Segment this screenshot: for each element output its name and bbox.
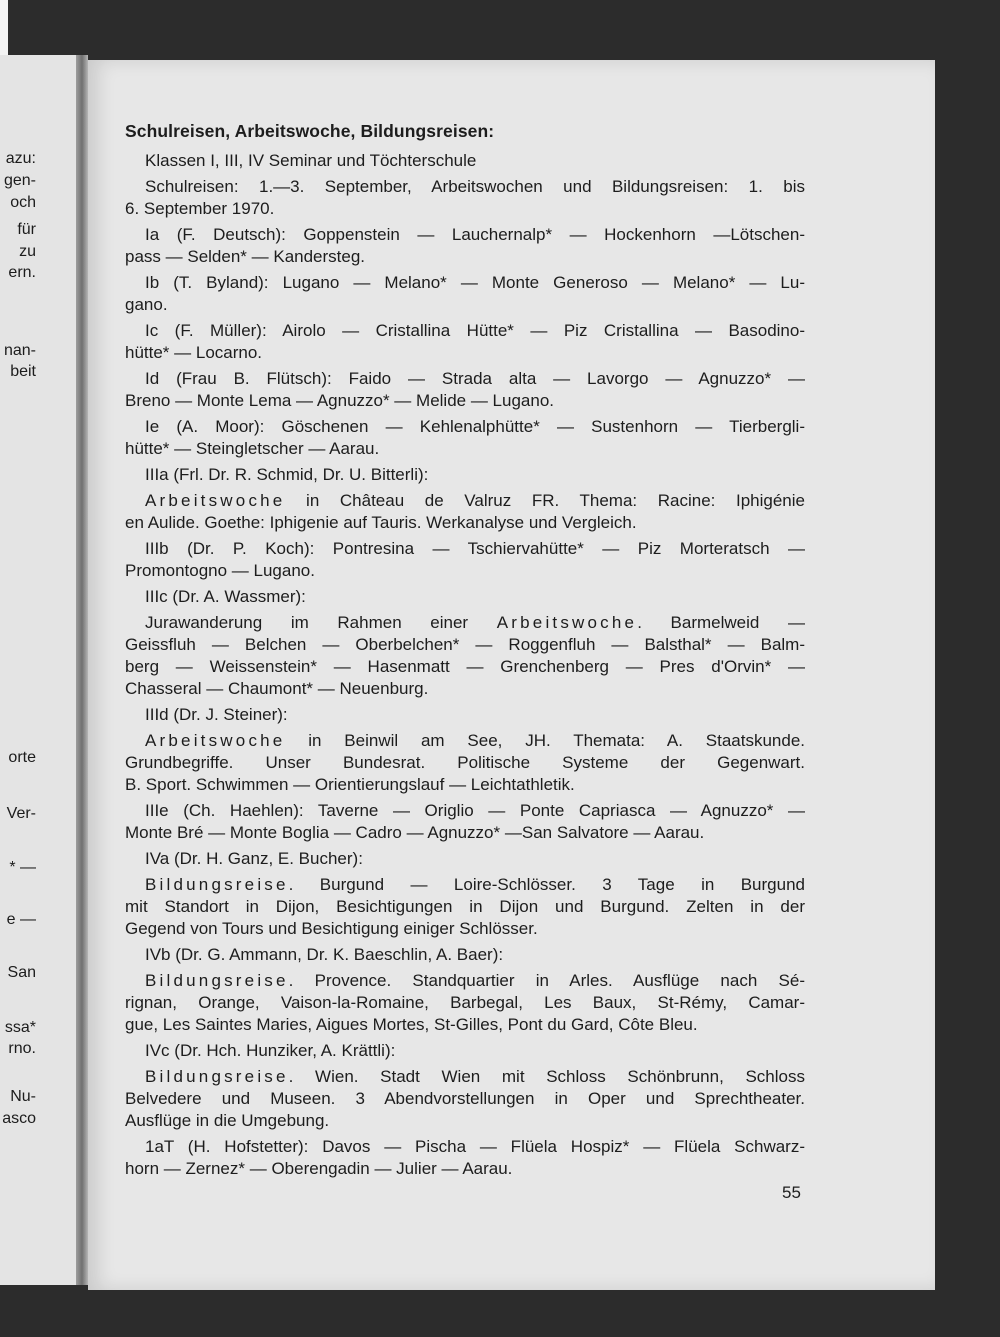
- line-text: pass — Selden* — Kandersteg.: [125, 247, 366, 266]
- paragraph: [125, 612, 805, 700]
- text-line: [125, 490, 805, 512]
- book-spine-shadow: [76, 55, 88, 1285]
- text-line: [125, 246, 805, 268]
- left-fragment: zu: [19, 243, 36, 260]
- text-line: [125, 512, 805, 534]
- left-fragment: e —: [6, 911, 36, 928]
- text-line: [125, 176, 805, 198]
- line-text: IVc (Dr. Hch. Hunziker, A. Krättli):: [145, 1041, 396, 1060]
- line-text: horn — Zernez* — Oberengadin — Julier — Aarau.: [125, 1159, 513, 1178]
- paragraph: [125, 704, 805, 726]
- text-line: [125, 464, 805, 486]
- paragraph: [125, 272, 805, 316]
- paragraph: [125, 490, 805, 534]
- line-text: Gegend von Tours und Besichtigung einiger Schlösser.: [125, 919, 538, 938]
- text-line: [125, 822, 805, 844]
- text-line: [125, 198, 805, 220]
- text-line: [125, 848, 805, 870]
- left-fragment: asco: [2, 1110, 36, 1127]
- left-fragment: beit: [10, 363, 36, 380]
- paragraph: [125, 320, 805, 364]
- left-fragment: rno.: [8, 1040, 36, 1057]
- paragraph: [125, 1066, 805, 1132]
- line-text: Breno — Monte Lema — Agnuzzo* — Melide — Lugano.: [125, 391, 555, 410]
- spaced-keyword: Arbeitswoche: [145, 491, 286, 510]
- left-fragment: orte: [8, 749, 36, 766]
- line-text: hütte* — Locarno.: [125, 343, 263, 362]
- text-line: [125, 874, 805, 896]
- text-line: [125, 612, 805, 634]
- line-text: Ib (T. Byland): Lugano — Melano* — Monte Generoso — Melano* — Lu-: [145, 273, 805, 292]
- paragraph: [125, 224, 805, 268]
- text-line: [125, 342, 805, 364]
- paragraph: [125, 970, 805, 1036]
- line-text: hütte* — Steingletscher — Aarau.: [125, 439, 380, 458]
- left-fragment: Ver-: [6, 805, 36, 822]
- section-heading: Schulreisen, Arbeitswoche, Bildungsreisen:: [125, 121, 495, 141]
- spaced-keyword: Arbeitswoche: [496, 613, 638, 632]
- paragraph: [125, 730, 805, 796]
- left-fragment: azu:: [5, 150, 36, 167]
- left-fragment: * —: [9, 859, 36, 876]
- text-line: [125, 944, 805, 966]
- text-line: [125, 918, 805, 940]
- line-text: B. Sport. Schwimmen — Orientierungslauf — Leichtathletik.: [125, 775, 575, 794]
- paragraph: [125, 800, 805, 844]
- line-text: Monte Bré — Monte Boglia — Cadro — Agnuzzo* —San Salvatore — Aarau.: [125, 823, 705, 842]
- line-text: 6. September 1970.: [125, 199, 275, 218]
- text-line: [125, 774, 805, 796]
- page-number: 55: [782, 1183, 801, 1202]
- text-line: [125, 538, 805, 560]
- text-line: [125, 730, 805, 752]
- paragraph: [125, 944, 805, 966]
- line-text: . Provence. Standquartier in Arles. Ausflüge nach Sé-: [288, 971, 805, 990]
- left-fragment: Nu-: [10, 1088, 36, 1105]
- line-text: Ic (F. Müller): Airolo — Cristallina Hütte* — Piz Cristallina — Basodino-: [145, 321, 805, 340]
- left-fragment: och: [10, 194, 36, 211]
- left-fragment: ssa*: [4, 1019, 36, 1036]
- paragraph: [125, 176, 805, 220]
- document-body: [125, 120, 805, 1184]
- text-line: [125, 416, 805, 438]
- paragraph-list: [125, 150, 805, 1180]
- text-line: [125, 1158, 805, 1180]
- paragraph: [125, 874, 805, 940]
- left-page-text: [0, 55, 72, 1285]
- text-line: [125, 1110, 805, 1132]
- paragraph: [125, 150, 805, 172]
- line-text: gue, Les Saintes Maries, Aigues Mortes, St-Gilles, Pont du Gard, Côte Bleu.: [125, 1015, 698, 1034]
- line-text: mit Standort in Dijon, Besichtigungen in Dijon und Burgund. Zelten in der: [125, 897, 805, 916]
- text-line: [125, 368, 805, 390]
- line-text: berg — Weissenstein* — Hasenmatt — Grenchenberg — Pres d'Orvin* —: [125, 657, 805, 676]
- spaced-keyword: Bildungsreise: [145, 971, 289, 990]
- paragraph: [125, 416, 805, 460]
- text-line: [125, 752, 805, 774]
- left-fragment: ern.: [8, 264, 36, 281]
- line-text: IIIa (Frl. Dr. R. Schmid, Dr. U. Bitterli):: [145, 465, 429, 484]
- page-corner: [0, 0, 8, 55]
- line-text: Grundbegriffe. Unser Bundesrat. Politische Systeme der Gegenwart.: [125, 753, 805, 772]
- line-text: IIIc (Dr. A. Wassmer):: [145, 587, 306, 606]
- line-text: in Beinwil am See, JH. Themata: A. Staatskunde.: [285, 731, 805, 750]
- line-text: . Burgund — Loire-Schlösser. 3 Tage in Burgund: [288, 875, 805, 894]
- line-text: in Château de Valruz FR. Thema: Racine: Iphigénie: [285, 491, 805, 510]
- line-text: Promontogno — Lugano.: [125, 561, 315, 580]
- paragraph: [125, 464, 805, 486]
- line-text: 1aT (H. Hofstetter): Davos — Pischa — Flüela Hospiz* — Flüela Schwarz-: [145, 1137, 805, 1156]
- line-text: IIIe (Ch. Haehlen): Taverne — Origlio — Ponte Capriasca — Agnuzzo* —: [145, 801, 805, 820]
- line-text: . Barmelweid —: [637, 613, 805, 632]
- line-text: Schulreisen: 1.—3. September, Arbeitswochen und Bildungsreisen: 1. bis: [145, 177, 805, 196]
- spaced-keyword: Arbeitswoche: [145, 731, 286, 750]
- text-line: [125, 294, 805, 316]
- line-text: Ia (F. Deutsch): Goppenstein — Lauchernalp* — Hockenhorn —Lötschen-: [145, 225, 805, 244]
- text-line: [125, 896, 805, 918]
- line-text: Klassen I, III, IV Seminar und Töchterschule: [145, 151, 477, 170]
- line-text: . Wien. Stadt Wien mit Schloss Schönbrunn, Schloss: [288, 1067, 805, 1086]
- line-text: Belvedere und Museen. 3 Abendvorstellungen in Oper und Sprechtheater.: [125, 1089, 805, 1108]
- line-text: Jurawanderung im Rahmen einer: [145, 613, 497, 632]
- line-text: IVb (Dr. G. Ammann, Dr. K. Baeschlin, A. Baer):: [145, 945, 504, 964]
- text-line: [125, 320, 805, 342]
- spaced-keyword: Bildungsreise: [145, 875, 289, 894]
- text-line: [125, 704, 805, 726]
- line-text: en Aulide. Goethe: Iphigenie auf Tauris. Werkanalyse und Vergleich.: [125, 513, 637, 532]
- text-line: [125, 992, 805, 1014]
- text-line: [125, 656, 805, 678]
- text-line: [125, 1014, 805, 1036]
- line-text: Ausflüge in die Umgebung.: [125, 1111, 330, 1130]
- left-fragment: San: [7, 964, 36, 981]
- text-line: [125, 272, 805, 294]
- text-line: [125, 560, 805, 582]
- paragraph: [125, 1136, 805, 1180]
- left-fragment: für: [17, 221, 36, 238]
- line-text: Ie (A. Moor): Göschenen — Kehlenalphütte* — Sustenhorn — Tierbergli-: [145, 417, 805, 436]
- text-line: [125, 1040, 805, 1062]
- paragraph: [125, 538, 805, 582]
- left-fragment: nan-: [3, 342, 36, 359]
- paragraph: [125, 368, 805, 412]
- paragraph: [125, 1040, 805, 1062]
- text-line: [125, 438, 805, 460]
- left-fragment: gen-: [3, 172, 36, 189]
- text-line: [125, 390, 805, 412]
- line-text: Chasseral — Chaumont* — Neuenburg.: [125, 679, 429, 698]
- paragraph: [125, 848, 805, 870]
- text-line: [125, 634, 805, 656]
- line-text: IVa (Dr. H. Ganz, E. Bucher):: [145, 849, 363, 868]
- line-text: IIId (Dr. J. Steiner):: [145, 705, 288, 724]
- text-line: [125, 1088, 805, 1110]
- text-line: [125, 1066, 805, 1088]
- text-line: [125, 970, 805, 992]
- text-line: [125, 678, 805, 700]
- text-line: [125, 1136, 805, 1158]
- line-text: rignan, Orange, Vaison-la-Romaine, Barbegal, Les Baux, St-Rémy, Camar-: [125, 993, 805, 1012]
- text-line: [125, 586, 805, 608]
- line-text: Id (Frau B. Flütsch): Faido — Strada alta — Lavorgo — Agnuzzo* —: [145, 369, 805, 388]
- text-line: [125, 150, 805, 172]
- spaced-keyword: Bildungsreise: [145, 1067, 289, 1086]
- line-text: IIIb (Dr. P. Koch): Pontresina — Tschiervahütte* — Piz Morteratsch —: [145, 539, 805, 558]
- line-text: gano.: [125, 295, 168, 314]
- text-line: [125, 224, 805, 246]
- paragraph: [125, 586, 805, 608]
- line-text: Geissfluh — Belchen — Oberbelchen* — Roggenfluh — Balsthal* — Balm-: [125, 635, 805, 654]
- text-line: [125, 800, 805, 822]
